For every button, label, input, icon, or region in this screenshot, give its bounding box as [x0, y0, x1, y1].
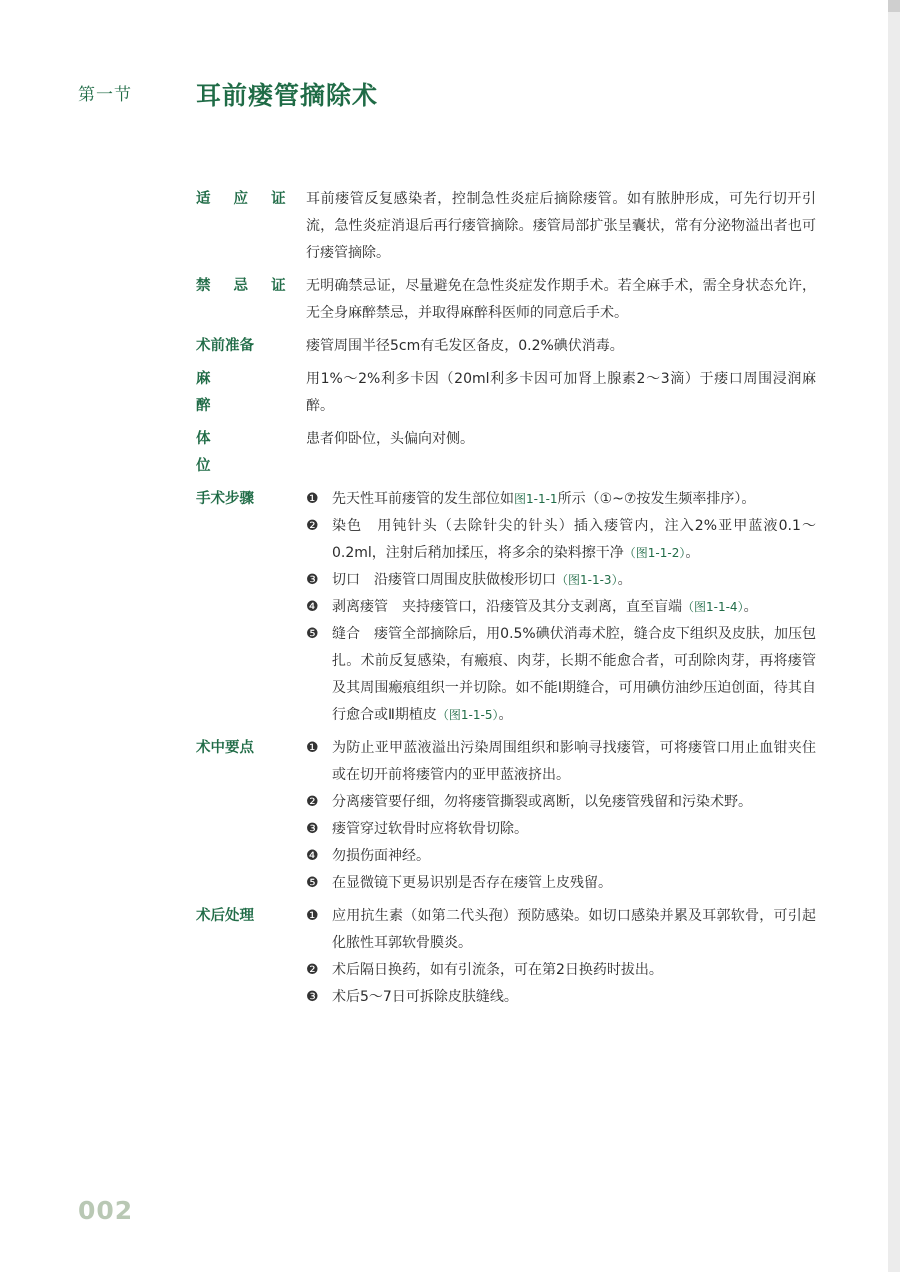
step-text	[332, 621, 816, 729]
position-row	[196, 426, 816, 480]
step-text	[332, 594, 816, 621]
step-text	[332, 567, 816, 594]
list-item	[306, 843, 816, 870]
intraop-list	[306, 735, 816, 897]
indications-text: 耳前瘘管反复感染者，控制急性炎症后摘除瘘管。如有脓肿形成，可先行切开引流，急性炎症消退后再行瘘管摘除。瘘管局部扩张呈囊状，常有分泌物溢出者也可行瘘管摘除。	[306, 191, 816, 261]
step-number: ❹	[306, 599, 319, 615]
page-title: 耳前瘘管摘除术	[196, 81, 379, 110]
anesthesia-label: 麻 醉	[196, 371, 241, 414]
list-item	[306, 957, 816, 984]
contraindications-row	[196, 273, 816, 327]
procedure-content	[196, 186, 816, 1017]
figure-ref: （图1-1-5）	[436, 708, 499, 722]
steps-label: 手术步骤	[196, 491, 254, 507]
item-text: 应用抗生素（如第二代头孢）预防感染。如切口感染并累及耳郭软骨，可引起化脓性耳郭软骨膜炎。	[332, 908, 816, 951]
step-text-main: 切口 沿瘘管口周围皮肤做梭形切口	[332, 572, 556, 588]
item-number: ❷	[306, 962, 319, 978]
contraindications-label: 禁 忌 证	[196, 278, 295, 294]
item-number: ❶	[306, 740, 319, 756]
item-number: ❸	[306, 821, 319, 837]
list-item	[306, 903, 816, 957]
step-number: ❶	[306, 491, 319, 507]
postop-list	[306, 903, 816, 1011]
step-number: ❸	[306, 572, 319, 588]
item-text: 为防止亚甲蓝液溢出污染周围组织和影响寻找瘘管，可将瘘管口用止血钳夹住或在切开前将瘘管内的亚甲蓝液挤出。	[332, 740, 816, 783]
step-text-tail: 。	[617, 572, 632, 588]
list-item	[306, 789, 816, 816]
list-item	[306, 621, 816, 729]
page-number: 002	[78, 1196, 134, 1225]
list-item	[306, 486, 816, 513]
preop-row	[196, 333, 816, 360]
item-text: 勿损伤面神经。	[332, 848, 430, 864]
postop-label: 术后处理	[196, 908, 254, 924]
section-label: 第一节	[78, 85, 132, 105]
list-item	[306, 735, 816, 789]
postop-row	[196, 903, 816, 1011]
step-text-main: 缝合 瘘管全部摘除后，用0.5%碘伏消毒术腔，缝合皮下组织及皮肤，加压包扎。术前反复感染，有瘢痕、肉芽，长期不能愈合者，可刮除肉芽，再将瘘管及其周围瘢痕组织一并切除。如不能Ⅰ期缝合，可用碘仿油纱压迫创面，待其自行愈合或Ⅱ期植皮	[332, 626, 816, 723]
figure-ref: 图1-1-1	[514, 492, 558, 506]
step-text	[332, 513, 816, 567]
step-text-tail: 所示（①~⑦按发生频率排序）。	[557, 491, 756, 507]
item-text: 术后隔日换药，如有引流条，可在第2日换药时拔出。	[332, 962, 663, 978]
step-number: ❷	[306, 518, 319, 534]
anesthesia-text: 用1%～2%利多卡因（20ml利多卡因可加肾上腺素2～3滴）于瘘口周围浸润麻醉。	[306, 371, 816, 414]
item-text: 分离瘘管要仔细，勿将瘘管撕裂或离断，以免瘘管残留和污染术野。	[332, 794, 752, 810]
step-text-main: 染色 用钝针头（去除针尖的针头）插入瘘管内，注入2%亚甲蓝液0.1～0.2ml，注射后稍加揉压，将多余的染料擦干净	[332, 518, 816, 561]
steps-row	[196, 486, 816, 729]
anesthesia-row	[196, 366, 816, 420]
step-text-main: 剥离瘘管 夹持瘘管口，沿瘘管及其分支剥离，直至盲端	[332, 599, 682, 615]
position-text: 患者仰卧位，头偏向对侧。	[306, 431, 474, 447]
list-item	[306, 567, 816, 594]
contraindications-text: 无明确禁忌证，尽量避免在急性炎症发作期手术。若全麻手术，需全身状态允许，无全身麻醉禁忌，并取得麻醉科医师的同意后手术。	[306, 278, 816, 321]
item-text: 瘘管穿过软骨时应将软骨切除。	[332, 821, 528, 837]
item-number: ❸	[306, 989, 319, 1005]
list-item	[306, 984, 816, 1011]
list-item	[306, 816, 816, 843]
preop-label: 术前准备	[196, 338, 254, 354]
list-item	[306, 594, 816, 621]
item-text: 在显微镜下更易识别是否存在瘘管上皮残留。	[332, 875, 612, 891]
preop-text: 瘘管周围半径5cm有毛发区备皮，0.2%碘伏消毒。	[306, 338, 624, 354]
item-text: 术后5～7日可拆除皮肤缝线。	[332, 989, 518, 1005]
intraop-label: 术中要点	[196, 740, 254, 756]
step-text-tail: 。	[498, 707, 513, 723]
indications-row	[196, 186, 816, 267]
figure-ref: （图1-1-2）	[623, 546, 686, 560]
step-text-tail: 。	[743, 599, 758, 615]
step-text-main: 先天性耳前瘘管的发生部位如	[332, 491, 514, 507]
item-number: ❷	[306, 794, 319, 810]
item-number: ❶	[306, 908, 319, 924]
figure-ref: （图1-1-4）	[682, 600, 744, 614]
intraop-row	[196, 735, 816, 897]
step-number: ❺	[306, 626, 319, 642]
page-edge	[888, 0, 900, 1272]
figure-ref: （图1-1-3）	[556, 573, 618, 587]
item-number: ❹	[306, 848, 319, 864]
list-item	[306, 870, 816, 897]
steps-list	[306, 486, 816, 729]
position-label: 体 位	[196, 431, 241, 474]
corner-mark	[888, 0, 900, 12]
indications-label: 适 应 证	[196, 191, 295, 207]
item-number: ❺	[306, 875, 319, 891]
step-text	[332, 486, 816, 513]
step-text-tail: 。	[685, 545, 700, 561]
list-item	[306, 513, 816, 567]
